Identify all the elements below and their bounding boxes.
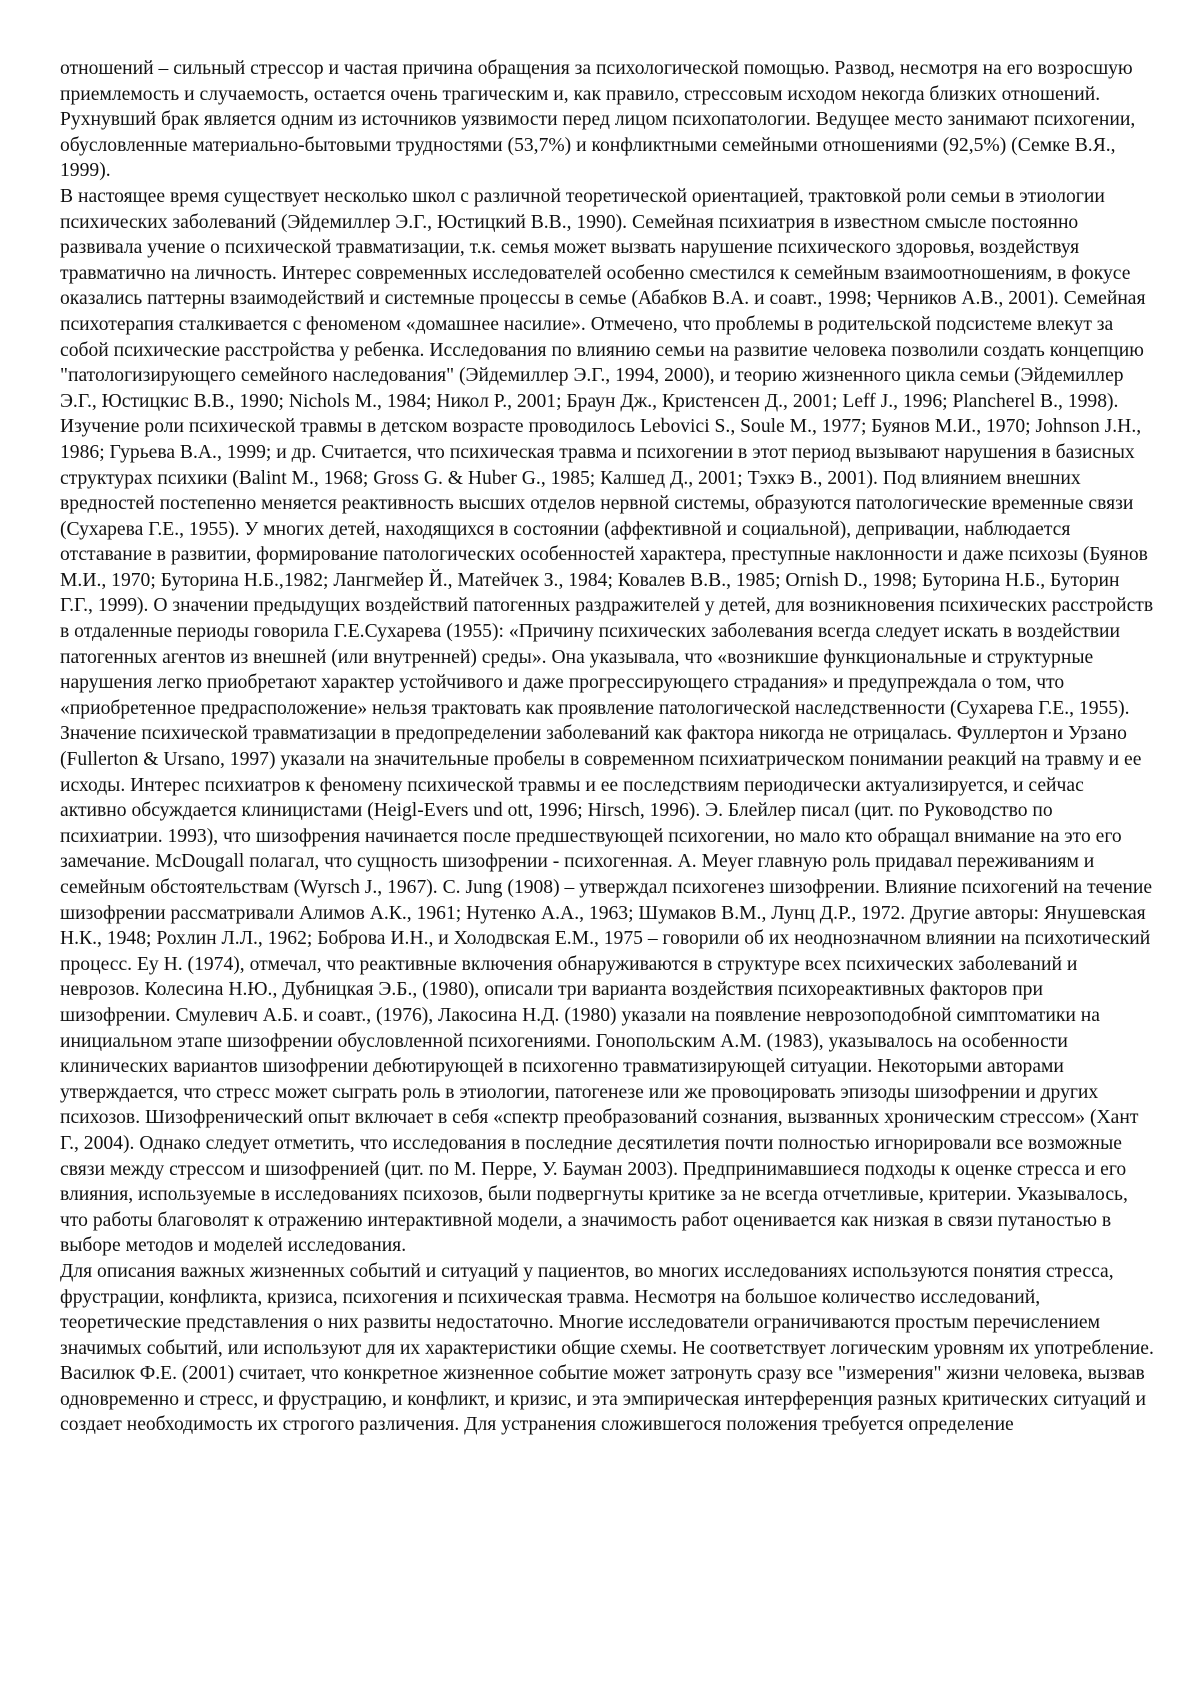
paragraph-trauma-schizophrenia: Значение психической травматизации в предопределении заболеваний как фактора никогда не отрицалась. Фуллертон и Урзано (Fullerton & Ursano, 1997) указали на значительные пробелы в современном психиатрическом понимании реакций на травму и ее исходы. Интерес психиатров к феномену психической травмы и ее последствиям периодически актуализируется, и сейчас активно обсуждается клиницистами (Heigl-Evers und ott, 1996; Hirsch, 1996). Э. Блейлер писал (цит. по Руководство по психиатрии. 1993), что шизофрения начинается после предшествующей психогении, но мало кто обращал внимание на это его замечание. McDougall полагал, что сущность шизофрении - психогенная. A. Meyer главную роль придавал переживаниям и семейным обстоятельствам (Wyrsch J., 1967). C. Jung (1908) – утверждал психогенез шизофрении. Влияние психогений на течение шизофрении рассматривали Алимов А.К., 1961; Нутенко А.А., 1963; Шумаков В.М., Лунц Д.Р., 1972. Другие авторы: Янушевская Н.К., 1948; Рохлин Л.Л., 1962; Боброва И.Н., и Холодвская Е.М., 1975 – говорили об их неоднозначном влиянии на психотический процесс. Ey H. (1974), отмечал, что реактивные включения обнаруживаются в структуре всех психических заболеваний и неврозов. Колесина Н.Ю., Дубницкая Э.Б., (1980), описали три варианта воздействия психореактивных факторов при шизофрении. Смулевич А.Б. и соавт., (1976), Лакосина Н.Д. (1980) указали на появление неврозоподобной симптоматики на инициальном этапе шизофрении обусловленной психогениями. Гонопольским А.М. (1983), указывалось на особенности клинических вариантов шизофрении дебютирующей в психогенно травматизирующей ситуации. Некоторыми авторами утверждается, что стресс может сыграть роль в этиологии, патогенезе или же провоцировать эпизоды шизофрении и других психозов. Шизофренический опыт включает в себя «спектр преобразований сознания, вызванных хроническим стрессом» (Хант Г., 2004). Однако следует отметить, что исследования в последние десятилетия почти полностью игнорировали все возможные связи между стрессом и шизофренией (цит. по М. Перре, У. Бауман 2003). Предпринимавшиеся подходы к оценке стресса и его влияния, используемые в исследованиях психозов, были подвергнуты критике за не всегда отчетливые, критерии. Указывалось, что работы благоволят к отражению интерактивной модели, а значимость работ оценивается как низкая в связи путаностью в выборе методов и моделей исследования. [60,723,1153,1257]
paragraph-family-psychiatry: В настоящее время существует несколько школ с различной теоретической ориентацией, трактовкой роли семьи в этиологии психических заболеваний (Эйдемиллер Э.Г., Юстицкий В.В., 1990). Семейная психиатрия в известном смысле постоянно развивала учение о психической травматизации, т.к. семья может вызвать нарушение психического здоровья, воздействуя травматично на личность. Интерес современных исследователей особенно сместился к семейным взаимоотношениям, в фокусе оказались паттерны взаимодействий и системные процессы в семье (Абабков В.А. и соавт., 1998; Черников А.В., 2001). Семейная психотерапия сталкивается с феноменом «домашнее насилие». Отмечено, что проблемы в родительской подсистеме влекут за собой психические расстройства у ребенка. Исследования по влиянию семьи на развитие человека позволили создать концепцию "патологизирующего семейного наследования" (Эйдемиллер Э.Г., 1994, 2000), и теорию жизненного цикла семьи (Эйдемиллер Э.Г., Юстицкис В.В., 1990; Nichols M., 1984; Никол Р., 2001; Браун Дж., Кристенсен Д., 2001; Leff J., 1996; Plancherel B., 1998). Изучение роли психической травмы в детском возрасте проводилось Lebovici S., Soule M., 1977; Буянов М.И., 1970; Johnson J.H., 1986; Гурьева В.А., 1999; и др. Считается, что психическая травма и психогении в этот период вызывают нарушения в базисных структурах психики (Balint M., 1968; Gross G. & Huber G., 1985; Калшед Д., 2001; Тэхкэ В., 2001). Под влиянием внешних вредностей постепенно меняется реактивность высших отделов нервной системы, образуются патологические временные связи (Сухарева Г.Е., 1955). У многих детей, находящихся в состоянии (аффективной и социальной), депривации, наблюдается отставание в развитии, формирование патологических особенностей характера, преступные наклонности и даже психозы (Буянов М.И., 1970; Буторина Н.Б.,1982; Лангмейер Й., Матейчек З., 1984; Ковалев В.В., 1985; Ornish D., 1998; Буторина Н.Б., Буторин Г.Г., 1999). О значении предыдущих воздействий патогенных раздражителей у детей, для возникновения психических расстройств в отдаленные периоды говорила Г.Е.Сухарева (1955): «Причину психических заболевания всегда следует искать в воздействии патогенных агентов из внешней (или внутренней) среды». Она указывала, что «возникшие функциональные и структурные нарушения легко приобретают характер устойчивого и даже прогрессирующего страдания» и предупреждала о том, что «приобретенное предрасположение» нельзя трактовать как проявление патологической наследственности (Сухарева Г.Е., 1955). [60,185,1154,719]
document-page [60,56,1155,1438]
paragraph-life-events: Для описания важных жизненных событий и ситуаций у пациентов, во многих исследованиях используются понятия стресса, фрустрации, конфликта, кризиса, психогения и психическая травма. Несмотря на большое количество исследований, теоретические представления о них развиты недостаточно. Многие исследователи ограничиваются простым перечислением значимых событий, или используют для их характеристики общие схемы. Не соответствует логическим уровням их употребление. Василюк Ф.Е. (2001) считает, что конкретное жизненное событие может затронуть сразу все "измерения" жизни человека, вызвав одновременно и стресс, и фрустрацию, и конфликт, и кризис, и эта эмпирическая интерференция разных критических ситуаций и создает необходимость их строгого различения. Для устранения сложившегося положения требуется определение [60,1260,1154,1436]
paragraph-divorce-stress: отношений – сильный стрессор и частая причина обращения за психологической помощью. Развод, несмотря на его возросшую приемлемость и случаемость, остается очень трагическим и, как правило, стрессовым исходом некогда близких отношений. Рухнувший брак является одним из источников уязвимости перед лицом психопатологии. Ведущее место занимают психогении, обусловленные материально-бытовыми трудностями (53,7%) и конфликтными семейными отношениями (92,5%) (Семке В.Я., 1999). [60,58,1136,182]
